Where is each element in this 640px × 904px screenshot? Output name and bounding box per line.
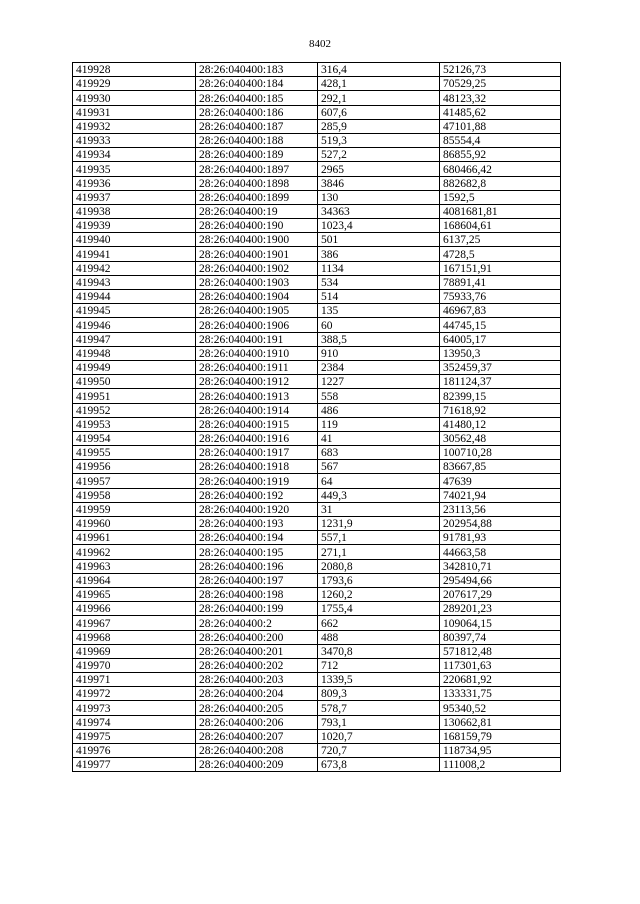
table-row — [73, 247, 561, 261]
value-cell: 111008,2 — [440, 758, 561, 772]
value-cell: 64005,17 — [440, 332, 561, 346]
table-row — [73, 573, 561, 587]
record-number-cell: 419938 — [73, 204, 196, 218]
record-number-cell: 419957 — [73, 474, 196, 488]
area-cell: 2384 — [318, 360, 440, 374]
area-cell: 488 — [318, 630, 440, 644]
record-number-cell: 419969 — [73, 644, 196, 658]
value-cell: 882682,8 — [440, 176, 561, 190]
table-row — [73, 715, 561, 729]
value-cell: 181124,37 — [440, 375, 561, 389]
area-cell: 578,7 — [318, 701, 440, 715]
cadastral-number-cell: 28:26:040400:1915 — [196, 417, 318, 431]
value-cell: 289201,23 — [440, 602, 561, 616]
table-row — [73, 431, 561, 445]
cadastral-number-cell: 28:26:040400:1898 — [196, 176, 318, 190]
value-cell: 47101,88 — [440, 119, 561, 133]
cadastral-number-cell: 28:26:040400:1899 — [196, 190, 318, 204]
value-cell: 133331,75 — [440, 687, 561, 701]
table-row — [73, 176, 561, 190]
table-row — [73, 616, 561, 630]
record-number-cell: 419933 — [73, 133, 196, 147]
cadastral-number-cell: 28:26:040400:199 — [196, 602, 318, 616]
table-row — [73, 687, 561, 701]
table-row — [73, 148, 561, 162]
record-number-cell: 419936 — [73, 176, 196, 190]
cadastral-number-cell: 28:26:040400:19 — [196, 204, 318, 218]
cadastral-number-cell: 28:26:040400:1917 — [196, 446, 318, 460]
table-row — [73, 389, 561, 403]
area-cell: 135 — [318, 304, 440, 318]
cadastral-number-cell: 28:26:040400:1914 — [196, 403, 318, 417]
cadastral-number-cell: 28:26:040400:195 — [196, 545, 318, 559]
table-row — [73, 290, 561, 304]
record-number-cell: 419935 — [73, 162, 196, 176]
record-number-cell: 419946 — [73, 318, 196, 332]
table-row — [73, 644, 561, 658]
cadastral-number-cell: 28:26:040400:1905 — [196, 304, 318, 318]
record-number-cell: 419977 — [73, 758, 196, 772]
record-number-cell: 419955 — [73, 446, 196, 460]
record-number-cell: 419966 — [73, 602, 196, 616]
value-cell: 75933,76 — [440, 290, 561, 304]
value-cell: 44663,58 — [440, 545, 561, 559]
area-cell: 316,4 — [318, 63, 440, 77]
record-number-cell: 419970 — [73, 658, 196, 672]
area-cell: 662 — [318, 616, 440, 630]
record-number-cell: 419960 — [73, 517, 196, 531]
area-cell: 1339,5 — [318, 673, 440, 687]
cadastral-number-cell: 28:26:040400:191 — [196, 332, 318, 346]
area-cell: 31 — [318, 502, 440, 516]
cadastral-number-cell: 28:26:040400:184 — [196, 77, 318, 91]
table-row — [73, 673, 561, 687]
area-cell: 514 — [318, 290, 440, 304]
table-row — [73, 488, 561, 502]
table-row — [73, 332, 561, 346]
table-row — [73, 105, 561, 119]
cadastral-number-cell: 28:26:040400:196 — [196, 559, 318, 573]
value-cell: 207617,29 — [440, 587, 561, 601]
area-cell: 1260,2 — [318, 587, 440, 601]
value-cell: 571812,48 — [440, 644, 561, 658]
table-row — [73, 587, 561, 601]
cadastral-number-cell: 28:26:040400:202 — [196, 658, 318, 672]
area-cell: 449,3 — [318, 488, 440, 502]
data-table — [72, 62, 561, 772]
record-number-cell: 419937 — [73, 190, 196, 204]
area-cell: 3846 — [318, 176, 440, 190]
table-row — [73, 701, 561, 715]
table-row — [73, 602, 561, 616]
table-row — [73, 204, 561, 218]
area-cell: 119 — [318, 417, 440, 431]
cadastral-number-cell: 28:26:040400:1918 — [196, 460, 318, 474]
cadastral-number-cell: 28:26:040400:1912 — [196, 375, 318, 389]
value-cell: 82399,15 — [440, 389, 561, 403]
table-row — [73, 545, 561, 559]
record-number-cell: 419968 — [73, 630, 196, 644]
cadastral-number-cell: 28:26:040400:188 — [196, 133, 318, 147]
cadastral-number-cell: 28:26:040400:197 — [196, 573, 318, 587]
area-cell: 1227 — [318, 375, 440, 389]
area-cell: 2080,8 — [318, 559, 440, 573]
record-number-cell: 419928 — [73, 63, 196, 77]
value-cell: 117301,63 — [440, 658, 561, 672]
cadastral-number-cell: 28:26:040400:1904 — [196, 290, 318, 304]
table-row — [73, 474, 561, 488]
cadastral-number-cell: 28:26:040400:203 — [196, 673, 318, 687]
value-cell: 6137,25 — [440, 233, 561, 247]
area-cell: 567 — [318, 460, 440, 474]
record-number-cell: 419976 — [73, 744, 196, 758]
value-cell: 52126,73 — [440, 63, 561, 77]
table-row — [73, 162, 561, 176]
cadastral-number-cell: 28:26:040400:1910 — [196, 346, 318, 360]
table-row — [73, 304, 561, 318]
cadastral-number-cell: 28:26:040400:194 — [196, 531, 318, 545]
table-row — [73, 744, 561, 758]
cadastral-number-cell: 28:26:040400:198 — [196, 587, 318, 601]
value-cell: 41485,62 — [440, 105, 561, 119]
cadastral-number-cell: 28:26:040400:1897 — [196, 162, 318, 176]
record-number-cell: 419929 — [73, 77, 196, 91]
record-number-cell: 419940 — [73, 233, 196, 247]
cadastral-number-cell: 28:26:040400:186 — [196, 105, 318, 119]
cadastral-number-cell: 28:26:040400:1911 — [196, 360, 318, 374]
cadastral-number-cell: 28:26:040400:206 — [196, 715, 318, 729]
record-number-cell: 419941 — [73, 247, 196, 261]
record-number-cell: 419947 — [73, 332, 196, 346]
table-body — [73, 63, 561, 772]
table-row — [73, 531, 561, 545]
value-cell: 95340,52 — [440, 701, 561, 715]
record-number-cell: 419959 — [73, 502, 196, 516]
area-cell: 683 — [318, 446, 440, 460]
cadastral-number-cell: 28:26:040400:192 — [196, 488, 318, 502]
area-cell: 1023,4 — [318, 219, 440, 233]
record-number-cell: 419967 — [73, 616, 196, 630]
record-number-cell: 419931 — [73, 105, 196, 119]
area-cell: 1755,4 — [318, 602, 440, 616]
value-cell: 295494,66 — [440, 573, 561, 587]
table-row — [73, 233, 561, 247]
table-row — [73, 417, 561, 431]
table-row — [73, 91, 561, 105]
area-cell: 1134 — [318, 261, 440, 275]
record-number-cell: 419943 — [73, 275, 196, 289]
value-cell: 118734,95 — [440, 744, 561, 758]
record-number-cell: 419949 — [73, 360, 196, 374]
value-cell: 44745,15 — [440, 318, 561, 332]
value-cell: 4081681,81 — [440, 204, 561, 218]
table-row — [73, 502, 561, 516]
cadastral-number-cell: 28:26:040400:1903 — [196, 275, 318, 289]
table-row — [73, 758, 561, 772]
table-row — [73, 77, 561, 91]
record-number-cell: 419961 — [73, 531, 196, 545]
table-row — [73, 63, 561, 77]
area-cell: 501 — [318, 233, 440, 247]
area-cell: 130 — [318, 190, 440, 204]
area-cell: 486 — [318, 403, 440, 417]
area-cell: 386 — [318, 247, 440, 261]
cadastral-number-cell: 28:26:040400:1901 — [196, 247, 318, 261]
area-cell: 793,1 — [318, 715, 440, 729]
record-number-cell: 419954 — [73, 431, 196, 445]
area-cell: 534 — [318, 275, 440, 289]
value-cell: 83667,85 — [440, 460, 561, 474]
area-cell: 712 — [318, 658, 440, 672]
value-cell: 202954,88 — [440, 517, 561, 531]
area-cell: 64 — [318, 474, 440, 488]
record-number-cell: 419963 — [73, 559, 196, 573]
area-cell: 1020,7 — [318, 729, 440, 743]
table-row — [73, 119, 561, 133]
cadastral-number-cell: 28:26:040400:1900 — [196, 233, 318, 247]
cadastral-number-cell: 28:26:040400:208 — [196, 744, 318, 758]
cadastral-number-cell: 28:26:040400:1919 — [196, 474, 318, 488]
cadastral-number-cell: 28:26:040400:1906 — [196, 318, 318, 332]
cadastral-number-cell: 28:26:040400:200 — [196, 630, 318, 644]
area-cell: 34363 — [318, 204, 440, 218]
cadastral-number-cell: 28:26:040400:193 — [196, 517, 318, 531]
table-row — [73, 190, 561, 204]
area-cell: 910 — [318, 346, 440, 360]
record-number-cell: 419956 — [73, 460, 196, 474]
table-row — [73, 275, 561, 289]
value-cell: 47639 — [440, 474, 561, 488]
cadastral-number-cell: 28:26:040400:189 — [196, 148, 318, 162]
table-row — [73, 658, 561, 672]
area-cell: 271,1 — [318, 545, 440, 559]
value-cell: 41480,12 — [440, 417, 561, 431]
record-number-cell: 419958 — [73, 488, 196, 502]
record-number-cell: 419952 — [73, 403, 196, 417]
record-number-cell: 419962 — [73, 545, 196, 559]
table-row — [73, 375, 561, 389]
value-cell: 167151,91 — [440, 261, 561, 275]
table-row — [73, 133, 561, 147]
record-number-cell: 419974 — [73, 715, 196, 729]
record-number-cell: 419930 — [73, 91, 196, 105]
cadastral-number-cell: 28:26:040400:183 — [196, 63, 318, 77]
cadastral-number-cell: 28:26:040400:1920 — [196, 502, 318, 516]
table-row — [73, 559, 561, 573]
table-row — [73, 346, 561, 360]
area-cell: 720,7 — [318, 744, 440, 758]
table-row — [73, 630, 561, 644]
area-cell: 428,1 — [318, 77, 440, 91]
value-cell: 30562,48 — [440, 431, 561, 445]
area-cell: 285,9 — [318, 119, 440, 133]
cadastral-number-cell: 28:26:040400:204 — [196, 687, 318, 701]
value-cell: 352459,37 — [440, 360, 561, 374]
table-row — [73, 261, 561, 275]
record-number-cell: 419965 — [73, 587, 196, 601]
area-cell: 1793,6 — [318, 573, 440, 587]
value-cell: 48123,32 — [440, 91, 561, 105]
record-number-cell: 419945 — [73, 304, 196, 318]
area-cell: 1231,9 — [318, 517, 440, 531]
value-cell: 342810,71 — [440, 559, 561, 573]
table-row — [73, 446, 561, 460]
table-row — [73, 729, 561, 743]
cadastral-number-cell: 28:26:040400:209 — [196, 758, 318, 772]
record-number-cell: 419972 — [73, 687, 196, 701]
table-row — [73, 219, 561, 233]
value-cell: 100710,28 — [440, 446, 561, 460]
page-number: 8402 — [309, 38, 331, 50]
area-cell: 673,8 — [318, 758, 440, 772]
area-cell: 809,3 — [318, 687, 440, 701]
cadastral-number-cell: 28:26:040400:1913 — [196, 389, 318, 403]
area-cell: 557,1 — [318, 531, 440, 545]
record-number-cell: 419932 — [73, 119, 196, 133]
value-cell: 1592,5 — [440, 190, 561, 204]
cadastral-number-cell: 28:26:040400:207 — [196, 729, 318, 743]
value-cell: 168159,79 — [440, 729, 561, 743]
value-cell: 71618,92 — [440, 403, 561, 417]
area-cell: 41 — [318, 431, 440, 445]
record-number-cell: 419948 — [73, 346, 196, 360]
record-number-cell: 419953 — [73, 417, 196, 431]
table-row — [73, 360, 561, 374]
cadastral-number-cell: 28:26:040400:1902 — [196, 261, 318, 275]
record-number-cell: 419944 — [73, 290, 196, 304]
value-cell: 130662,81 — [440, 715, 561, 729]
value-cell: 680466,42 — [440, 162, 561, 176]
area-cell: 292,1 — [318, 91, 440, 105]
record-number-cell: 419975 — [73, 729, 196, 743]
value-cell: 168604,61 — [440, 219, 561, 233]
record-number-cell: 419942 — [73, 261, 196, 275]
area-cell: 558 — [318, 389, 440, 403]
table-row — [73, 460, 561, 474]
record-number-cell: 419971 — [73, 673, 196, 687]
cadastral-number-cell: 28:26:040400:201 — [196, 644, 318, 658]
cadastral-number-cell: 28:26:040400:187 — [196, 119, 318, 133]
table-row — [73, 318, 561, 332]
area-cell: 60 — [318, 318, 440, 332]
value-cell: 78891,41 — [440, 275, 561, 289]
area-cell: 607,6 — [318, 105, 440, 119]
value-cell: 74021,94 — [440, 488, 561, 502]
record-number-cell: 419950 — [73, 375, 196, 389]
record-number-cell: 419951 — [73, 389, 196, 403]
value-cell: 86855,92 — [440, 148, 561, 162]
cadastral-number-cell: 28:26:040400:2 — [196, 616, 318, 630]
table-row — [73, 403, 561, 417]
area-cell: 519,3 — [318, 133, 440, 147]
cadastral-number-cell: 28:26:040400:185 — [196, 91, 318, 105]
value-cell: 46967,83 — [440, 304, 561, 318]
area-cell: 527,2 — [318, 148, 440, 162]
value-cell: 4728,5 — [440, 247, 561, 261]
value-cell: 80397,74 — [440, 630, 561, 644]
value-cell: 91781,93 — [440, 531, 561, 545]
value-cell: 220681,92 — [440, 673, 561, 687]
cadastral-number-cell: 28:26:040400:1916 — [196, 431, 318, 445]
value-cell: 13950,3 — [440, 346, 561, 360]
value-cell: 70529,25 — [440, 77, 561, 91]
area-cell: 3470,8 — [318, 644, 440, 658]
record-number-cell: 419939 — [73, 219, 196, 233]
value-cell: 85554,4 — [440, 133, 561, 147]
value-cell: 109064,15 — [440, 616, 561, 630]
cadastral-number-cell: 28:26:040400:205 — [196, 701, 318, 715]
value-cell: 23113,56 — [440, 502, 561, 516]
cadastral-number-cell: 28:26:040400:190 — [196, 219, 318, 233]
area-cell: 388,5 — [318, 332, 440, 346]
record-number-cell: 419973 — [73, 701, 196, 715]
record-number-cell: 419964 — [73, 573, 196, 587]
area-cell: 2965 — [318, 162, 440, 176]
record-number-cell: 419934 — [73, 148, 196, 162]
table-row — [73, 517, 561, 531]
